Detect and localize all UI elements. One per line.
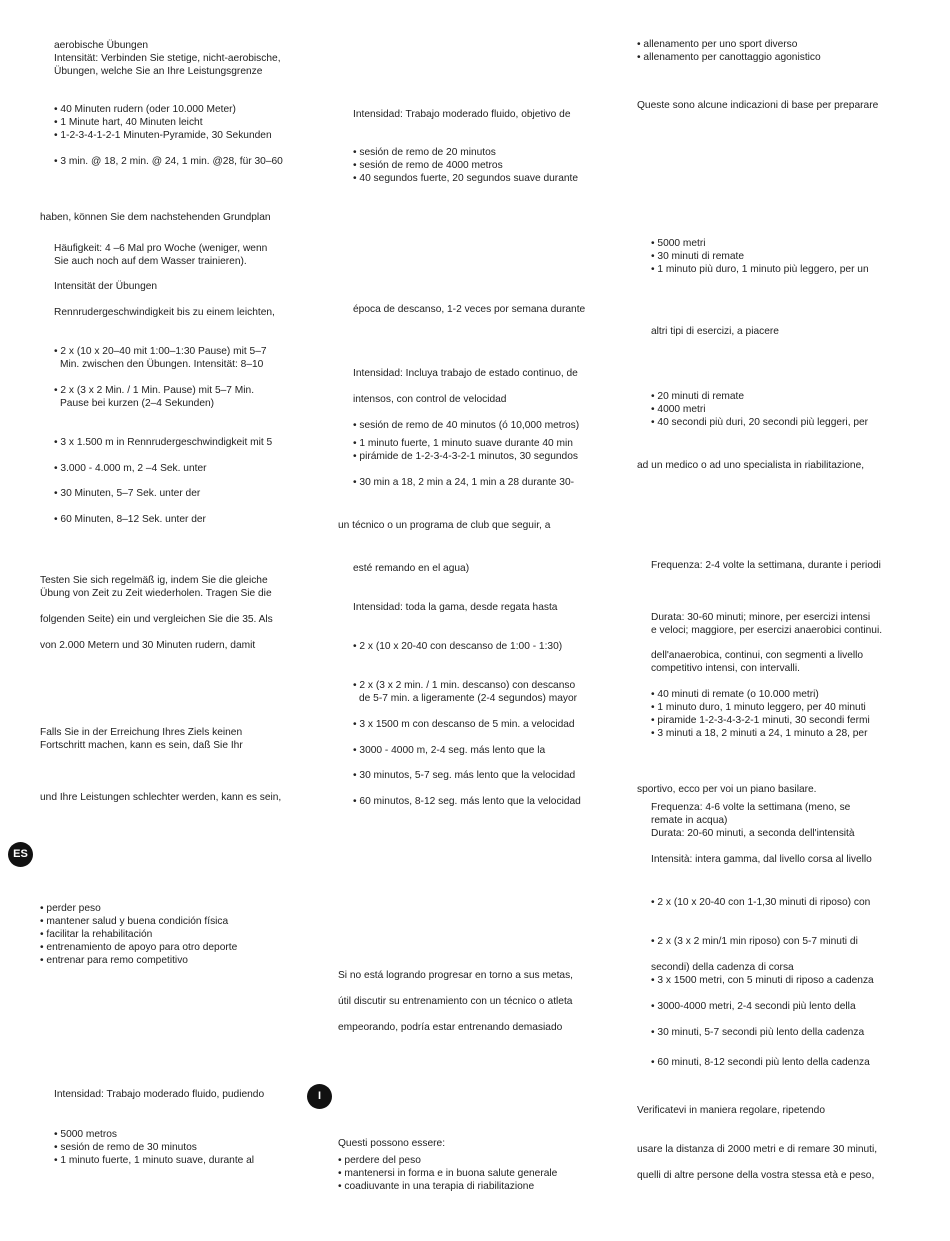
it-top-list: • allenamento per uno sport diverso • allenamento per canottaggio agonistico — [637, 39, 821, 63]
language-badge-it: I — [307, 1084, 332, 1109]
es-intensity-2b: intensos, con control de velocidad — [353, 394, 507, 405]
it-verificatevi: Verificatevi in maniera regolare, ripetendo — [637, 1105, 826, 1116]
de-bullet-1: • 2 x (10 x 20–40 mit 1:00–1:30 Pause) mit 5–7 Min. zwischen den Übungen. Intensität: 8–10 — [54, 346, 267, 370]
es-intensity-2: Intensidad: Incluya trabajo de estado continuo, de — [353, 368, 578, 379]
es-c-bullet-1: • 2 x (10 x 20-40 con descanso de 1:00 - 1:30) — [353, 641, 563, 652]
it-sportivo: sportivo, ecco per voi un piano basilare. — [637, 784, 817, 795]
de-falls: Falls Sie in der Erreichung Ihres Ziels keinen Fortschritt machen, kann es sein, daß Sie Ihr — [40, 727, 243, 751]
de-bullet-6: • 60 Minuten, 8–12 Sek. unter der — [54, 514, 206, 525]
de-bullet-3: • 3 x 1.500 m in Rennrudergeschwindigkeit mit 5 — [54, 437, 273, 448]
it-list-1: • 5000 metri • 30 minuti di remate • 1 minuto più duro, 1 minuto più leggero, per un — [651, 238, 869, 275]
de-intro: aerobische Übungen Intensität: Verbinden Sie stetige, nicht-aerobische, Übungen, welche Sie an Ihre Leistungsgrenze — [54, 40, 281, 77]
es-epoca: época de descanso, 1-2 veces por semana durante — [353, 304, 586, 315]
de-bullet-2: • 2 x (3 x 2 Min. / 1 Min. Pause) mit 5–7 Min. Pause bei kurzen (2–4 Sekunden) — [54, 385, 255, 409]
es-list-low: • 5000 metros • sesión de remo de 30 minutos • 1 minuto fuerte, 1 minuto suave, durante al — [54, 1129, 255, 1166]
es-c-bullet-2: • 2 x (3 x 2 min. / 1 min. descanso) con descanso de 5-7 min. a ligeramente (2-4 segundos) mayor — [353, 680, 578, 704]
de-pyramid: • 3 min. @ 18, 2 min. @ 24, 1 min. @28, für 30–60 — [54, 156, 283, 167]
es-empeorando: empeorando, podría estar entrenando demasiado — [338, 1022, 563, 1033]
language-badge-es: ES — [8, 842, 33, 867]
it-duration-1: Durata: 30-60 minuti; minore, per esercizi intensi e veloci; maggiore, per esercizi anaerobici continui. — [651, 612, 883, 636]
it-goals-list: • perdere del peso • mantenersi in forma e in buona salute generale • coadiuvante in una terapia di riabilitazione — [338, 1155, 558, 1192]
it-c-bullet-2: • 2 x (3 x 2 min/1 min riposo) con 5-7 minuti di — [651, 936, 858, 947]
it-quelli: quelli di altre persone della vostra stessa età e peso, — [637, 1170, 875, 1181]
es-goals-list: • perder peso • mantener salud y buena condición física • facilitar la rehabilitación • entrenamiento de apoyo para otro deporte • entrenar para remo competitivo — [40, 903, 238, 966]
es-si: Si no está logrando progresar en torno a sus metas, — [338, 970, 574, 981]
it-usare: usare la distanza di 2000 metri e di remare 30 minuti, — [637, 1144, 878, 1155]
it-frequency-2: Frequenza: 4-6 volte la settimana (meno, se remate in acqua) Durata: 20-60 minuti, a seconda dell'intensità — [651, 802, 855, 839]
es-bullet-1: • sesión de remo de 40 minutos (ó 10,000 metros) — [353, 420, 580, 431]
es-tecnico: un técnico o un programa de club que seguir, a — [338, 520, 551, 531]
de-intensity-title: Intensität der Übungen — [54, 281, 158, 292]
de-test: Testen Sie sich regelmäß ig, indem Sie die gleiche Übung von Zeit zu Zeit wiederholen. Tragen Sie die — [40, 575, 272, 599]
de-bullet-4: • 3.000 - 4.000 m, 2 –4 Sek. unter — [54, 463, 207, 474]
de-plan: haben, können Sie dem nachstehenden Grundplan — [40, 212, 271, 223]
de-frequency: Häufigkeit: 4 –6 Mal pro Woche (weniger, wenn Sie auch noch auf dem Wasser trainieren). — [54, 243, 268, 267]
es-intensity-3: Intensidad: toda la gama, desde regata hasta — [353, 602, 558, 613]
es-c-bullet-5: • 30 minutos, 5-7 seg. más lento que la velocidad — [353, 770, 576, 781]
it-c-bullet-3: secondi) della cadenza di corsa • 3 x 1500 metri, con 5 minuti di riposo a cadenza — [651, 962, 874, 986]
it-medico: ad un medico o ad uno specialista in riabilitazione, — [637, 460, 865, 471]
de-list-1: • 40 Minuten rudern (oder 10.000 Meter) • 1 Minute hart, 40 Minuten leicht • 1-2-3-4-1-2-1 Minuten-Pyramide, 30 Sekunden — [54, 104, 272, 141]
es-intensity-1: Intensidad: Trabajo moderado fluido, objetivo de — [353, 109, 571, 120]
es-c-bullet-3: • 3 x 1500 m con descanso de 5 min. a velocidad — [353, 719, 575, 730]
de-intensity-text: Rennrudergeschwindigkeit bis zu einem leichten, — [54, 307, 275, 318]
it-anaerobic: dell'anaerobica, continui, con segmenti a livello competitivo intensi, con intervalli. — [651, 650, 864, 674]
de-test-2: folgenden Seite) ein und vergleichen Sie die 35. Als — [40, 614, 273, 625]
es-bullet-3: • 30 min a 18, 2 min a 24, 1 min a 28 durante 30- — [353, 477, 575, 488]
it-questi: Questi possono essere: — [338, 1138, 446, 1149]
de-test-3: von 2.000 Metern und 30 Minuten rudern, damit — [40, 640, 256, 651]
it-queste: Queste sono alcune indicazioni di base per preparare — [637, 100, 879, 111]
it-c-bullet-5: • 30 minuti, 5-7 secondi più lento della cadenza — [651, 1027, 865, 1038]
es-c-bullet-6: • 60 minutos, 8-12 seg. más lento que la velocidad — [353, 796, 581, 807]
es-c-bullet-4: • 3000 - 4000 m, 2-4 seg. más lento que la — [353, 745, 546, 756]
es-bullet-2: • 1 minuto fuerte, 1 minuto suave durante 40 min • pirámide de 1-2-3-4-3-2-1 minutos, 30 segundos — [353, 438, 578, 462]
es-agua: esté remando en el agua) — [353, 563, 470, 574]
de-bullet-5: • 30 Minuten, 5–7 Sek. unter der — [54, 488, 201, 499]
it-c-bullet-4: • 3000-4000 metri, 2-4 secondi più lento della — [651, 1001, 856, 1012]
de-und: und Ihre Leistungen schlechter werden, kann es sein, — [40, 792, 282, 803]
it-c-bullet-6: • 60 minuti, 8-12 secondi più lento della cadenza — [651, 1057, 870, 1068]
es-intensity-low: Intensidad: Trabajo moderado fluido, pudiendo — [54, 1089, 265, 1100]
it-list-3: • 40 minuti di remate (o 10.000 metri) • 1 minuto duro, 1 minuto leggero, per 40 minuti • piramide 1-2-3-4-3-2-1 minuti, 30 secondi fermi • 3 minuti a 18, 2 minuti a 24, 1 minuto a 28, per — [651, 689, 870, 739]
it-intensity: Intensità: intera gamma, dal livello corsa al livello — [651, 854, 872, 865]
es-list-1: • sesión de remo de 20 minutos • sesión de remo de 4000 metros • 40 segundos fuerte, 20 segundos suave durante — [353, 147, 579, 184]
it-c-bullet-1: • 2 x (10 x 20-40 con 1-1,30 minuti di riposo) con — [651, 897, 871, 908]
it-frequency-1: Frequenza: 2-4 volte la settimana, durante i periodi — [651, 560, 881, 571]
it-list-2: • 20 minuti di remate • 4000 metri • 40 secondi più duri, 20 secondi più leggeri, per — [651, 391, 869, 428]
it-altri: altri tipi di esercizi, a piacere — [651, 326, 779, 337]
es-util: útil discutir su entrenamiento con un técnico o atleta — [338, 996, 573, 1007]
